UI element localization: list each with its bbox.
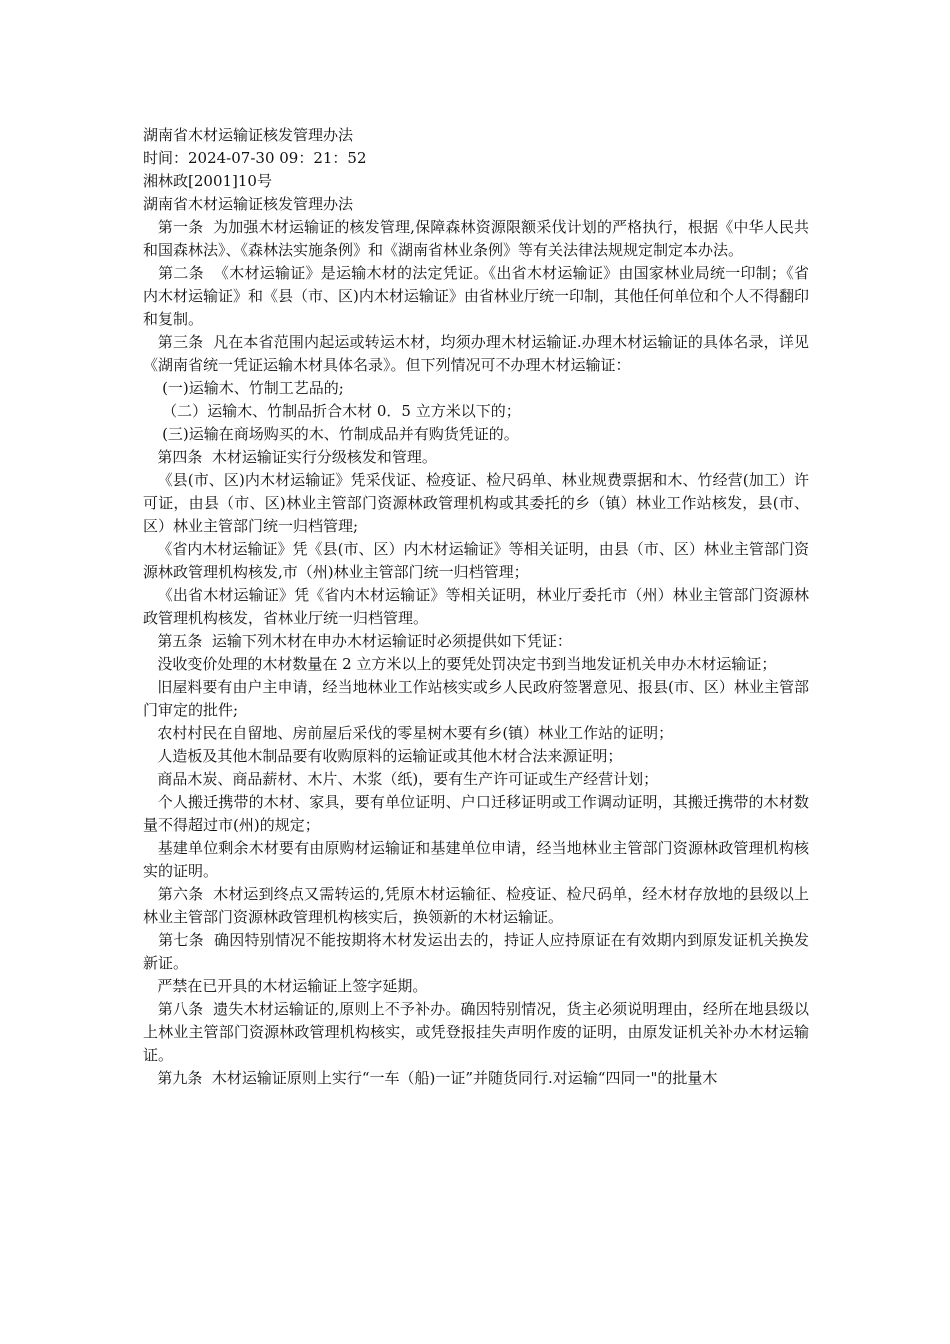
paragraph-exemption-1: (一)运输木、竹制工艺品的; <box>143 379 344 397</box>
document-title: 湖南省木材运输证核发管理办法 <box>143 126 354 144</box>
paragraph-article-1: 第一条 为加强木材运输证的核发管理,保障森林资源限额采伐计划的严格执行，根据《中华人民共和国森林法》、《森林法实施条例》和《湖南省林业条例》等有关法律法规规定制定本办法。 <box>143 218 809 259</box>
document-page <box>143 124 809 1090</box>
paragraph-article-5: 第五条 运输下列木材在申办木材运输证时必须提供如下凭证： <box>143 632 572 650</box>
paragraph-construction-surplus: 基建单位剩余木材要有由原购材运输证和基建单位申请，经当地林业主管部门资源林政管理机构核实的证明。 <box>143 839 809 880</box>
paragraph-scattered-trees: 农村村民在自留地、房前屋后采伐的零星树木要有乡(镇）林业工作站的证明； <box>143 724 674 742</box>
paragraph-article-2: 第二条 《木材运输证》是运输木材的法定凭证。《出省木材运输证》由国家林业局统一印制；《省内木材运输证》和《县（市、区)内木材运输证》由省林业厅统一印制，其他任何单位和个人不得翻印和复制。 <box>143 264 810 328</box>
paragraph-county-permit: 《县(市、区)内木材运输证》凭采伐证、检疫证、检尺码单、林业规费票据和木、竹经营(加工）许可证，由县（市、区)林业主管部门资源林政管理机构或其委托的乡（镇）林业工作站核发，县(市、区）林业主管部门统一归档管理; <box>143 471 810 535</box>
paragraph-export-permit: 《出省木材运输证》凭《省内木材运输证》等相关证明，林业厅委托市（州）林业主管部门资源林政管理机构核发，省林业厅统一归档管理。 <box>143 586 809 627</box>
paragraph-article-7: 第七条 确因特别情况不能按期将木材发运出去的，持证人应持原证在有效期内到原发证机关换发新证。 <box>143 931 809 972</box>
paragraph-charcoal-firewood: 商品木炭、商品薪材、木片、木浆（纸)，要有生产许可证或生产经营计划； <box>143 770 659 788</box>
paragraph-old-house-material: 旧屋料要有由户主申请，经当地林业工作站核实或乡人民政府签署意见、报县(市、区）林业主管部门审定的批件; <box>143 678 809 719</box>
paragraph-wood-products: 人造板及其他木制品要有收购原料的运输证或其他木材合法来源证明； <box>143 747 623 765</box>
paragraph-exemption-2: （二）运输木、竹制品折合木材 0．5 立方米以下的； <box>143 402 521 420</box>
paragraph-personal-relocation: 个人搬迁携带的木材、家具，要有单位证明、户口迁移证明或工作调动证明，其搬迁携带的木材数量不得超过市(州)的规定； <box>143 793 809 834</box>
paragraph-article-3: 第三条 凡在本省范围内起运或转运木材，均须办理木材运输证.办理木材运输证的具体名录，详见《湖南省统一凭证运输木材具体名录》。但下列情况可不办理木材运输证： <box>143 333 809 374</box>
paragraph-confiscated-timber: 没收变价处理的木材数量在 2 立方米以上的要凭处罚决定书到当地发证机关申办木材运输证； <box>143 655 777 673</box>
paragraph-no-extension: 严禁在已开具的木材运输证上签字延期。 <box>143 977 428 995</box>
document-number: 湘林政[2001]10号 <box>143 172 272 190</box>
paragraph-article-4: 第四条 木材运输证实行分级核发和管理。 <box>143 448 437 466</box>
paragraph-article-8: 第八条 遗失木材运输证的,原则上不予补办。确因特别情况，货主必须说明理由，经所在地县级以上林业主管部门资源林政管理机构核实，或凭登报挂失声明作废的证明，由原发证机关补办木材运输证。 <box>143 1000 809 1064</box>
document-subtitle: 湖南省木材运输证核发管理办法 <box>143 195 354 213</box>
paragraph-article-9: 第九条 木材运输证原则上实行“一车（船)一证”并随货同行.对运输“四同一"的批量木 <box>143 1069 718 1087</box>
paragraph-exemption-3: (三)运输在商场购买的木、竹制成品并有购货凭证的。 <box>143 425 519 443</box>
paragraph-article-6: 第六条 木材运到终点又需转运的,凭原木材运输征、检疫证、检尺码单，经木材存放地的县级以上林业主管部门资源林政管理机构核实后，换领新的木材运输证。 <box>143 885 809 926</box>
paragraph-province-permit: 《省内木材运输证》凭《县(市、区）内木材运输证》等相关证明，由县（市、区）林业主管部门资源林政管理机构核发,市（州)林业主管部门统一归档管理； <box>143 540 809 581</box>
publish-time: 时间：2024-07-30 09：21：52 <box>143 149 367 167</box>
